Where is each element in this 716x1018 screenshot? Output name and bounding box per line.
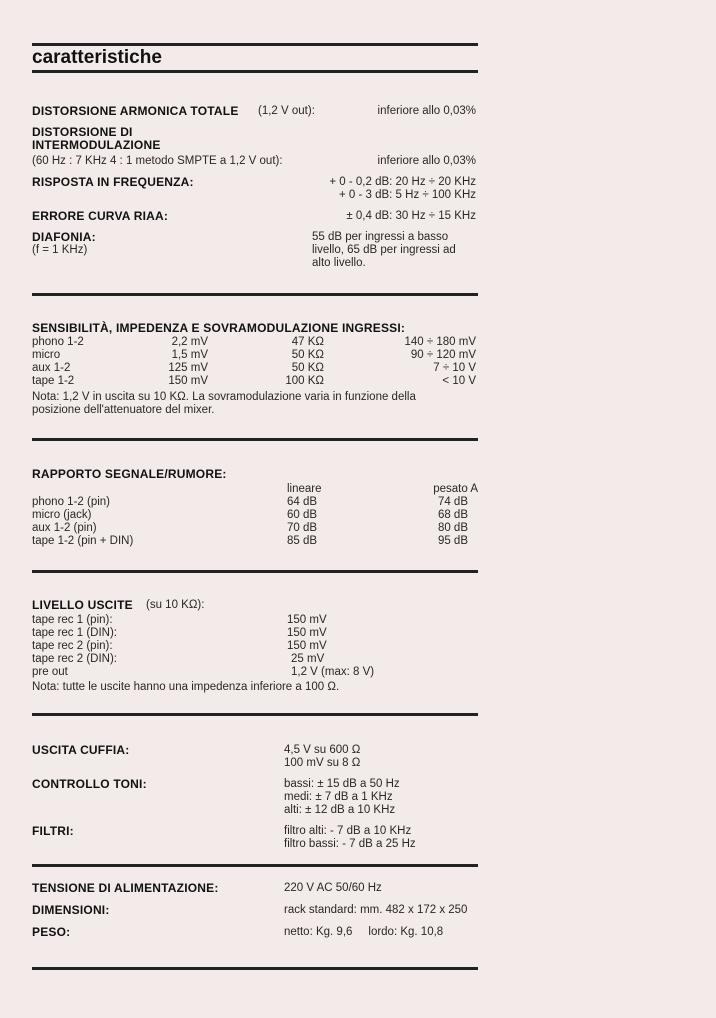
freq-value-2: + 0 - 3 dB: 5 Hz ÷ 100 KHz bbox=[338, 189, 476, 201]
freq-label: RISPOSTA IN FREQUENZA: bbox=[32, 175, 194, 189]
im-label-2: INTERMODULAZIONE bbox=[32, 138, 161, 152]
tens-value: 220 V AC 50/60 Hz bbox=[284, 882, 382, 894]
s3-row-wt: 74 dB bbox=[437, 496, 468, 508]
s4-row-val: 150 mV bbox=[287, 627, 327, 639]
s2-row-name: aux 1-2 bbox=[32, 362, 71, 374]
s3-row-lin: 64 dB bbox=[287, 496, 318, 508]
s4-row-name: tape rec 2 (DIN): bbox=[32, 653, 117, 665]
diaf-value-3: alto livello. bbox=[312, 257, 366, 269]
s3-col-weighted: pesato A bbox=[433, 483, 478, 495]
dist-value: inferiore allo 0,03% bbox=[377, 105, 476, 117]
s4-header: LIVELLO USCITE bbox=[32, 598, 133, 612]
s4-row-val: 25 mV bbox=[291, 653, 325, 665]
s3-row-lin: 60 dB bbox=[287, 509, 318, 521]
s2-row-sens: 2,2 mV bbox=[171, 336, 208, 348]
s4-row-val: 150 mV bbox=[287, 640, 327, 652]
dim-label: DIMENSIONI: bbox=[32, 903, 110, 917]
cuffia-value-1: 4,5 V su 600 Ω bbox=[284, 744, 361, 756]
s3-row-name: aux 1-2 (pin) bbox=[32, 522, 97, 534]
rule-3 bbox=[32, 570, 478, 573]
s4-header-cond: (su 10 KΩ): bbox=[146, 599, 205, 611]
peso-value: netto: Kg. 9,6 lordo: Kg. 10,8 bbox=[284, 926, 444, 938]
toni-value-3: alti: ± 12 dB a 10 KHz bbox=[284, 804, 396, 816]
s4-row-name: tape rec 1 (pin): bbox=[32, 614, 113, 626]
rule-top bbox=[32, 43, 478, 46]
s2-row-over: 7 ÷ 10 V bbox=[433, 362, 476, 374]
s4-row-name: tape rec 2 (pin): bbox=[32, 640, 113, 652]
s3-row-wt: 80 dB bbox=[437, 522, 468, 534]
riaa-label: ERRORE CURVA RIAA: bbox=[32, 209, 169, 223]
s2-row-name: micro bbox=[32, 349, 61, 361]
s2-row-imp: 47 KΩ bbox=[291, 336, 324, 348]
s4-row-val: 1,2 V (max: 8 V) bbox=[291, 666, 375, 678]
filtri-value-2: filtro bassi: - 7 dB a 25 Hz bbox=[284, 838, 416, 850]
s2-row-sens: 150 mV bbox=[168, 375, 208, 387]
dist-cond: (1,2 V out): bbox=[258, 105, 315, 117]
rule-title bbox=[32, 70, 478, 73]
s2-row-over: 140 ÷ 180 mV bbox=[404, 336, 476, 348]
s3-row-lin: 85 dB bbox=[287, 535, 318, 547]
rule-4 bbox=[32, 713, 478, 716]
s3-col-linear: lineare bbox=[287, 483, 322, 495]
tens-label: TENSIONE DI ALIMENTAZIONE: bbox=[32, 881, 219, 895]
rule-1 bbox=[32, 293, 478, 296]
riaa-value: ± 0,4 dB: 30 Hz ÷ 15 KHz bbox=[346, 210, 476, 222]
toni-value-1: bassi: ± 15 dB a 50 Hz bbox=[284, 778, 400, 790]
s2-row-sens: 1,5 mV bbox=[171, 349, 208, 361]
s2-row-imp: 50 KΩ bbox=[291, 349, 324, 361]
s2-note-2: posizione dell'attenuatore del mixer. bbox=[32, 404, 215, 416]
im-value: inferiore allo 0,03% bbox=[377, 155, 476, 167]
dim-value: rack standard: mm. 482 x 172 x 250 bbox=[284, 904, 468, 916]
freq-value-1: + 0 - 0,2 dB: 20 Hz ÷ 20 KHz bbox=[329, 176, 476, 188]
diaf-value-1: 55 dB per ingressi a basso bbox=[312, 231, 449, 243]
filtri-value-1: filtro alti: - 7 dB a 10 KHz bbox=[284, 825, 412, 837]
s3-row-wt: 68 dB bbox=[437, 509, 468, 521]
diaf-value-2: livello, 65 dB per ingressi ad bbox=[312, 244, 456, 256]
s3-row-lin: 70 dB bbox=[287, 522, 318, 534]
s2-row-imp: 100 KΩ bbox=[285, 375, 324, 387]
s2-row-name: phono 1-2 bbox=[32, 336, 84, 348]
s3-row-name: micro (jack) bbox=[32, 509, 92, 521]
dist-label: DISTORSIONE ARMONICA TOTALE bbox=[32, 104, 239, 118]
rule-2 bbox=[32, 438, 478, 441]
s3-row-name: tape 1-2 (pin + DIN) bbox=[32, 535, 134, 547]
rule-bottom bbox=[32, 967, 478, 970]
s2-note-1: Nota: 1,2 V in uscita su 10 KΩ. La sovramodulazione varia in funzione della bbox=[32, 391, 416, 403]
s2-row-over: < 10 V bbox=[442, 375, 476, 387]
s2-row-name: tape 1-2 bbox=[32, 375, 75, 387]
s2-row-imp: 50 KΩ bbox=[291, 362, 324, 374]
rule-5 bbox=[32, 864, 478, 867]
s2-row-over: 90 ÷ 120 mV bbox=[410, 349, 476, 361]
cuffia-value-2: 100 mV su 8 Ω bbox=[284, 757, 361, 769]
s2-row-sens: 125 mV bbox=[168, 362, 208, 374]
s2-header: SENSIBILITÀ, IMPEDENZA E SOVRAMODULAZIONE INGRESSI: bbox=[32, 321, 406, 335]
s3-row-name: phono 1-2 (pin) bbox=[32, 496, 110, 508]
toni-value-2: medi: ± 7 dB a 1 KHz bbox=[284, 791, 393, 803]
s4-row-name: tape rec 1 (DIN): bbox=[32, 627, 117, 639]
s4-row-name: pre out bbox=[32, 666, 68, 678]
s4-row-val: 150 mV bbox=[287, 614, 327, 626]
toni-label: CONTROLLO TONI: bbox=[32, 777, 147, 791]
diaf-label: DIAFONIA: bbox=[32, 230, 96, 244]
s3-row-wt: 95 dB bbox=[437, 535, 468, 547]
im-label-1: DISTORSIONE DI bbox=[32, 125, 133, 139]
s4-note: Nota: tutte le uscite hanno una impedenza inferiore a 100 Ω. bbox=[32, 681, 340, 693]
peso-label: PESO: bbox=[32, 925, 71, 939]
filtri-label: FILTRI: bbox=[32, 824, 74, 838]
cuffia-label: USCITA CUFFIA: bbox=[32, 743, 130, 757]
diaf-cond: (f = 1 KHz) bbox=[32, 244, 88, 256]
page-title: caratteristiche bbox=[32, 47, 162, 68]
s3-header: RAPPORTO SEGNALE/RUMORE: bbox=[32, 467, 227, 481]
im-cond: (60 Hz : 7 KHz 4 : 1 metodo SMPTE a 1,2 V out): bbox=[32, 155, 283, 167]
